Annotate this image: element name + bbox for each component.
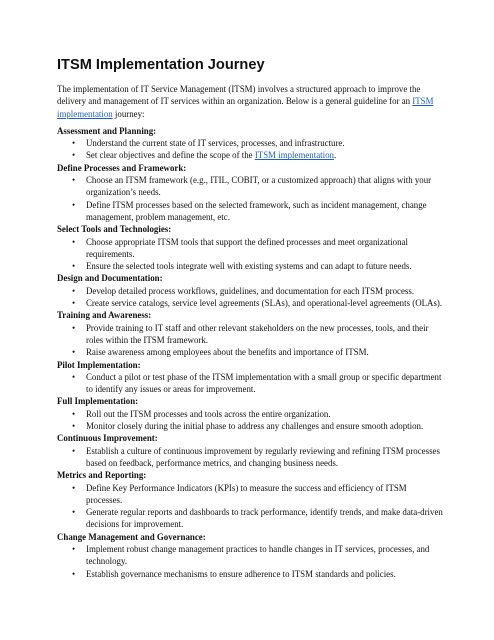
list-item-text: Monitor closely during the initial phase to address any challenges and ensure smooth adoption. bbox=[86, 421, 424, 432]
list-item-text: Establish governance mechanisms to ensure adherence to ITSM standards and policies. bbox=[86, 568, 396, 579]
bullet-icon: • bbox=[72, 445, 76, 456]
section-heading: Change Management and Governance: bbox=[57, 531, 206, 542]
intro-paragraph bbox=[57, 83, 445, 120]
bullet-list bbox=[57, 445, 445, 470]
list-item bbox=[72, 260, 445, 272]
sections-container bbox=[57, 125, 445, 580]
list-item bbox=[72, 199, 445, 224]
list-item-text: Set clear objectives and define the scope of the bbox=[86, 150, 255, 161]
document-page bbox=[57, 56, 445, 580]
intro-text: The implementation of IT Service Management (ITSM) involves a structured approach to improve the delivery and management of IT services within an organization. Below is a general guideline for an bbox=[57, 84, 421, 107]
list-item-text: Roll out the ITSM processes and tools across the entire organization. bbox=[86, 408, 331, 419]
intro-suffix: journey: bbox=[112, 108, 145, 119]
list-item-text: Raise awareness among employees about the benefits and importance of ITSM. bbox=[86, 347, 369, 358]
bullet-list bbox=[57, 236, 445, 273]
list-item bbox=[72, 371, 445, 396]
bullet-list bbox=[57, 371, 445, 396]
list-item-text: Conduct a pilot or test phase of the ITSM implementation with a small group or specific department to identify any issues or areas for improvement. bbox=[86, 371, 442, 395]
inline-link[interactable]: ITSM implementation bbox=[254, 150, 334, 161]
list-item bbox=[72, 346, 445, 358]
bullet-list bbox=[57, 137, 445, 162]
list-item-text: Understand the current state of IT services, processes, and infrastructure. bbox=[86, 138, 345, 149]
list-item bbox=[72, 297, 445, 309]
bullet-list bbox=[57, 482, 445, 531]
section-heading: Design and Documentation: bbox=[57, 273, 163, 284]
list-item bbox=[72, 506, 445, 531]
section-heading: Metrics and Reporting: bbox=[57, 470, 147, 481]
bullet-icon: • bbox=[72, 261, 76, 272]
bullet-icon: • bbox=[72, 298, 76, 309]
section-heading: Full Implementation: bbox=[57, 396, 139, 407]
bullet-icon: • bbox=[72, 421, 76, 432]
list-item-text: Establish a culture of continuous improvement by regularly reviewing and refining ITSM processes based on feedback, performance metrics, and changing business needs. bbox=[86, 445, 440, 468]
list-item bbox=[72, 482, 445, 507]
bullet-icon: • bbox=[72, 236, 76, 247]
list-item-text: Define ITSM processes based on the selected framework, such as incident management, change management, problem management, etc. bbox=[86, 199, 427, 222]
bullet-icon: • bbox=[72, 371, 76, 382]
list-item bbox=[72, 543, 445, 568]
list-item-text: Generate regular reports and dashboards to track performance, identify trends, and make data-driven decisions for improvement. bbox=[86, 507, 443, 530]
bullet-icon: • bbox=[72, 138, 76, 149]
list-item-text: Choose an ITSM framework (e.g., ITIL, COBIT, or a customized approach) that aligns with your organization’s needs. bbox=[86, 175, 432, 198]
bullet-icon: • bbox=[72, 568, 76, 579]
list-item bbox=[72, 408, 445, 420]
list-item-text: Create service catalogs, service level agreements (SLAs), and operational-level agreements (OLAs). bbox=[86, 298, 443, 309]
section-heading: Continuous Improvement: bbox=[57, 433, 158, 444]
list-item-text: Choose appropriate ITSM tools that support the defined processes and meet organizational requirements. bbox=[86, 236, 408, 259]
list-item-text: Provide training to IT staff and other relevant stakeholders on the new processes, tools, and their roles within the ITSM framework. bbox=[86, 322, 429, 345]
bullet-list bbox=[57, 285, 445, 310]
list-item-text: Implement robust change management practices to handle changes in IT services, processes, and technology. bbox=[86, 543, 430, 567]
bullet-list bbox=[57, 543, 445, 580]
bullet-icon: • bbox=[72, 482, 76, 493]
list-item bbox=[72, 174, 445, 199]
page-title: ITSM Implementation Journey bbox=[57, 57, 265, 73]
list-item-text: Define Key Performance Indicators (KPIs) to measure the success and efficiency of ITSM processes. bbox=[86, 482, 407, 505]
bullet-icon: • bbox=[72, 543, 76, 554]
list-item-text: Develop detailed process workflows, guidelines, and documentation for each ITSM process. bbox=[86, 285, 415, 296]
bullet-icon: • bbox=[72, 408, 76, 419]
bullet-list bbox=[57, 322, 445, 359]
list-item bbox=[72, 236, 445, 261]
section-heading: Define Processes and Framework: bbox=[57, 162, 187, 173]
list-item bbox=[72, 568, 445, 580]
bullet-icon: • bbox=[72, 285, 76, 296]
bullet-icon: • bbox=[72, 150, 76, 161]
list-item-text: Ensure the selected tools integrate well with existing systems and can adapt to future needs. bbox=[86, 261, 412, 272]
section-heading: Select Tools and Technologies: bbox=[57, 224, 172, 235]
bullet-icon: • bbox=[72, 322, 76, 333]
list-item bbox=[72, 137, 445, 149]
bullet-icon: • bbox=[72, 507, 76, 518]
bullet-list bbox=[57, 174, 445, 223]
list-item bbox=[72, 420, 445, 432]
section-heading: Training and Awareness: bbox=[57, 310, 152, 321]
list-item bbox=[72, 149, 445, 161]
bullet-icon: • bbox=[72, 199, 76, 210]
list-item bbox=[72, 445, 445, 470]
bullet-icon: • bbox=[72, 175, 76, 186]
bullet-list bbox=[57, 408, 445, 433]
list-item-suffix: . bbox=[333, 150, 337, 161]
section-heading: Pilot Implementation: bbox=[57, 359, 141, 370]
bullet-icon: • bbox=[72, 347, 76, 358]
list-item bbox=[72, 285, 445, 297]
section-heading: Assessment and Planning: bbox=[57, 125, 157, 136]
list-item bbox=[72, 322, 445, 347]
intro-link[interactable]: ITSM implementation bbox=[57, 96, 434, 119]
